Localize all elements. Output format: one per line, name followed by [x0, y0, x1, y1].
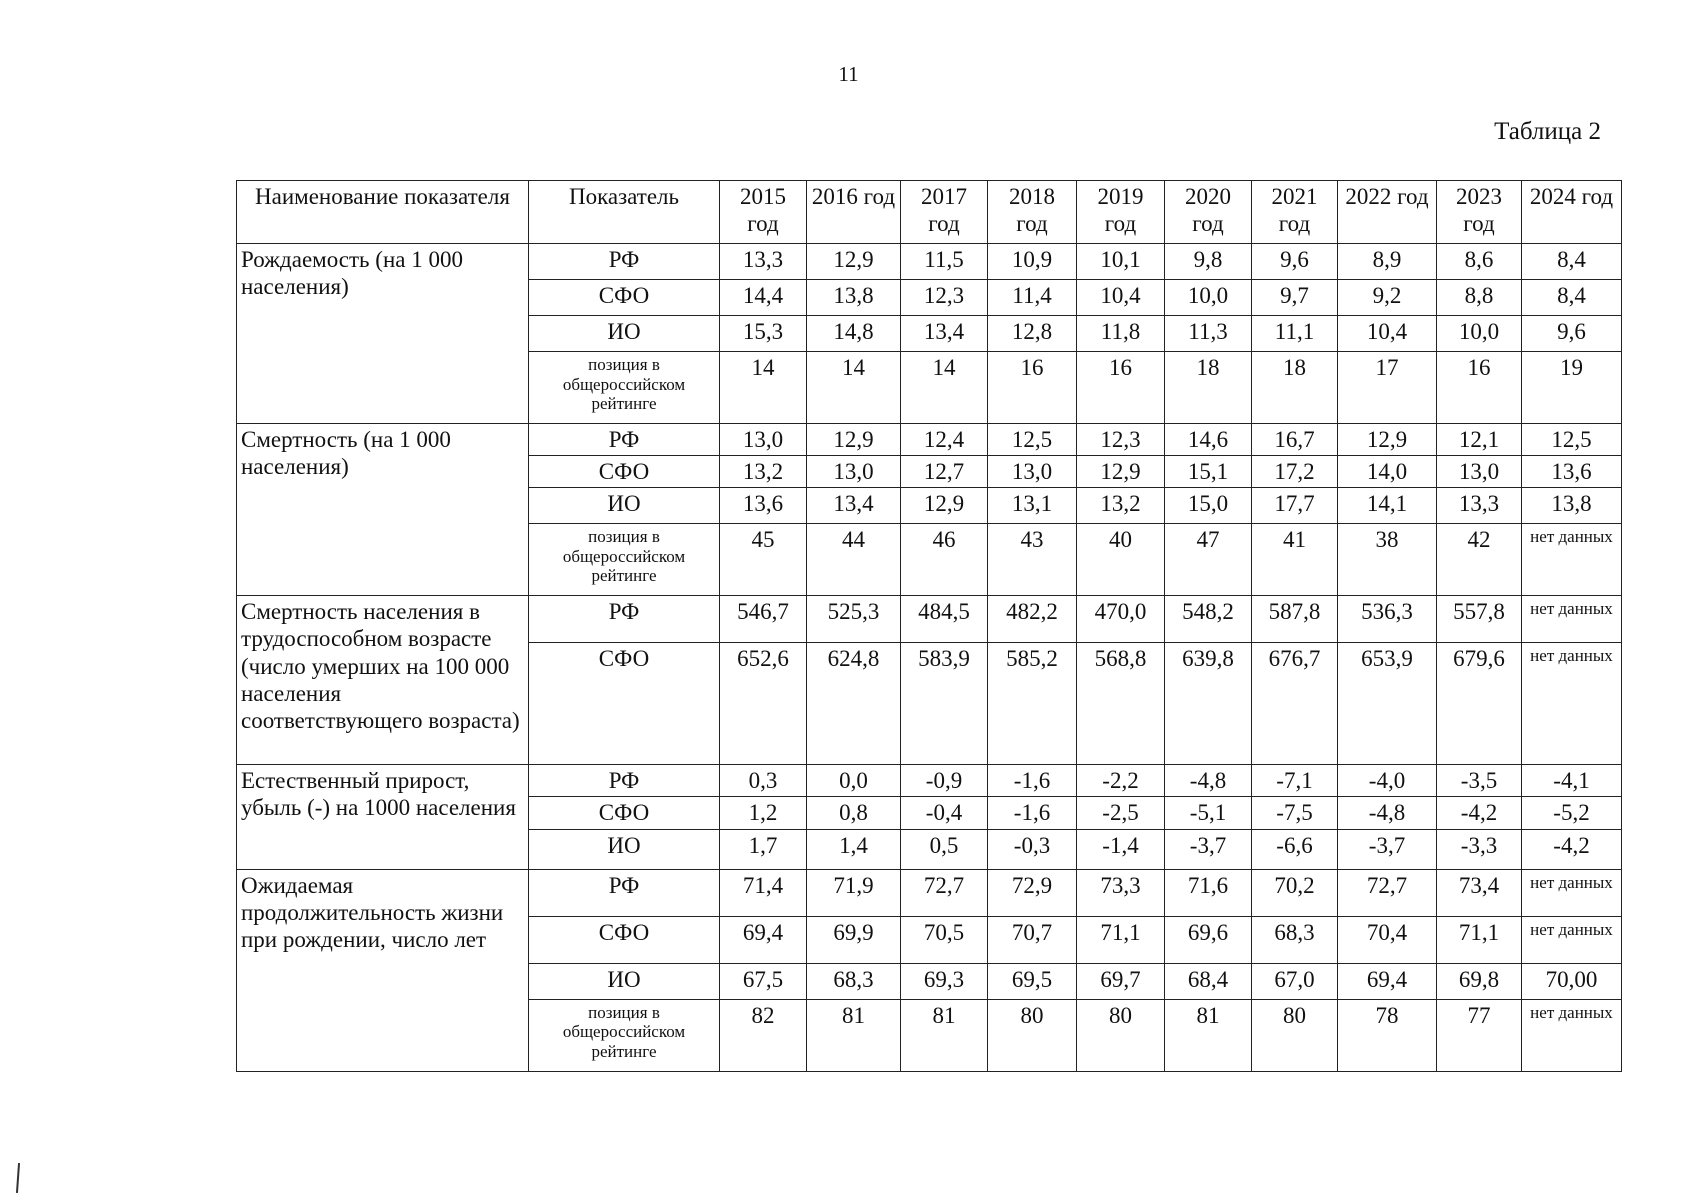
indicator-cell: ИО: [529, 829, 720, 869]
value-cell: -7,5: [1252, 797, 1338, 829]
value-cell: 40: [1077, 524, 1165, 596]
value-cell: 16: [988, 352, 1077, 424]
value-cell: 1,7: [720, 829, 807, 869]
value-cell: 47: [1165, 524, 1252, 596]
value-cell: 81: [901, 999, 988, 1071]
value-cell: 9,8: [1165, 244, 1252, 280]
value-cell: 70,00: [1522, 963, 1622, 999]
value-cell: 11,8: [1077, 316, 1165, 352]
value-cell: 1,2: [720, 797, 807, 829]
group-name-cell: Естественный прирост, убыль (-) на 1000 населения: [237, 765, 529, 869]
value-cell: 77: [1437, 999, 1522, 1071]
value-cell: 67,5: [720, 963, 807, 999]
value-cell: 1,4: [807, 829, 901, 869]
value-cell: 80: [1077, 999, 1165, 1071]
value-cell: 71,6: [1165, 869, 1252, 916]
value-cell: 12,8: [988, 316, 1077, 352]
value-cell: 70,4: [1338, 916, 1437, 963]
value-cell: -4,2: [1437, 797, 1522, 829]
value-cell: 45: [720, 524, 807, 596]
value-cell: 69,4: [1338, 963, 1437, 999]
table-row: [237, 424, 1622, 456]
value-cell: -2,5: [1077, 797, 1165, 829]
table-row: [237, 765, 1622, 797]
value-cell: 12,3: [901, 280, 988, 316]
value-cell: 15,3: [720, 316, 807, 352]
value-cell: 12,9: [807, 424, 901, 456]
value-cell: 69,6: [1165, 916, 1252, 963]
value-cell: -3,5: [1437, 765, 1522, 797]
value-cell: 14: [720, 352, 807, 424]
value-cell: 10,0: [1165, 280, 1252, 316]
group-name-cell: Рождаемость (на 1 000 населения): [237, 244, 529, 424]
value-cell: 548,2: [1165, 596, 1252, 643]
value-cell: 82: [720, 999, 807, 1071]
value-cell: 46: [901, 524, 988, 596]
value-cell: 587,8: [1252, 596, 1338, 643]
table-row: [237, 244, 1622, 280]
value-cell: 8,4: [1522, 280, 1622, 316]
value-cell: 8,8: [1437, 280, 1522, 316]
value-cell: 78: [1338, 999, 1437, 1071]
value-cell: 13,0: [1437, 456, 1522, 488]
indicator-cell: РФ: [529, 869, 720, 916]
indicator-cell: ИО: [529, 488, 720, 524]
value-cell: 69,3: [901, 963, 988, 999]
value-cell: 81: [807, 999, 901, 1071]
value-cell: 14: [807, 352, 901, 424]
value-cell: нет данных: [1522, 869, 1622, 916]
value-cell: 73,4: [1437, 869, 1522, 916]
value-cell: 15,1: [1165, 456, 1252, 488]
value-cell: 12,7: [901, 456, 988, 488]
indicator-cell: РФ: [529, 244, 720, 280]
value-cell: 13,1: [988, 488, 1077, 524]
value-cell: 13,2: [720, 456, 807, 488]
value-cell: 13,6: [720, 488, 807, 524]
value-cell: -0,9: [901, 765, 988, 797]
value-cell: 12,5: [988, 424, 1077, 456]
value-cell: 41: [1252, 524, 1338, 596]
value-cell: 70,7: [988, 916, 1077, 963]
value-cell: 11,5: [901, 244, 988, 280]
value-cell: 12,3: [1077, 424, 1165, 456]
value-cell: 639,8: [1165, 643, 1252, 765]
value-cell: -0,3: [988, 829, 1077, 869]
value-cell: 525,3: [807, 596, 901, 643]
value-cell: -3,3: [1437, 829, 1522, 869]
value-cell: 14,0: [1338, 456, 1437, 488]
value-cell: 652,6: [720, 643, 807, 765]
indicator-cell: РФ: [529, 596, 720, 643]
value-cell: 13,0: [988, 456, 1077, 488]
value-cell: 484,5: [901, 596, 988, 643]
header-year-cell: 2020 год: [1165, 181, 1252, 244]
demography-table: [236, 180, 1622, 1072]
value-cell: 71,4: [720, 869, 807, 916]
value-cell: 14,6: [1165, 424, 1252, 456]
value-cell: 42: [1437, 524, 1522, 596]
value-cell: -3,7: [1165, 829, 1252, 869]
value-cell: 68,3: [1252, 916, 1338, 963]
value-cell: 16,7: [1252, 424, 1338, 456]
value-cell: -1,6: [988, 797, 1077, 829]
value-cell: -1,4: [1077, 829, 1165, 869]
value-cell: 9,6: [1252, 244, 1338, 280]
indicator-cell: СФО: [529, 797, 720, 829]
value-cell: -4,2: [1522, 829, 1622, 869]
table-body: [237, 244, 1622, 1072]
value-cell: -5,2: [1522, 797, 1622, 829]
value-cell: 13,3: [1437, 488, 1522, 524]
value-cell: 13,4: [807, 488, 901, 524]
header-year-cell: 2023 год: [1437, 181, 1522, 244]
indicator-cell: позиция в общероссийском рейтинге: [529, 352, 720, 424]
value-cell: 10,0: [1437, 316, 1522, 352]
value-cell: 0,5: [901, 829, 988, 869]
value-cell: 80: [1252, 999, 1338, 1071]
value-cell: -3,7: [1338, 829, 1437, 869]
table-row: [237, 596, 1622, 643]
value-cell: нет данных: [1522, 524, 1622, 596]
group-name-cell: Смертность (на 1 000 населения): [237, 424, 529, 596]
value-cell: 12,9: [1077, 456, 1165, 488]
header-year-cell: 2019 год: [1077, 181, 1165, 244]
value-cell: 73,3: [1077, 869, 1165, 916]
value-cell: 43: [988, 524, 1077, 596]
value-cell: 69,4: [720, 916, 807, 963]
group-name-cell: Ожидаемая продолжительность жизни при рождении, число лет: [237, 869, 529, 1071]
value-cell: 17: [1338, 352, 1437, 424]
value-cell: 14,1: [1338, 488, 1437, 524]
indicator-cell: РФ: [529, 765, 720, 797]
indicator-cell: ИО: [529, 963, 720, 999]
header-name-cell: Наименование показателя: [237, 181, 529, 244]
value-cell: 17,7: [1252, 488, 1338, 524]
table-header-row: [237, 181, 1622, 244]
value-cell: 13,8: [807, 280, 901, 316]
header-year-cell: 2016 год: [807, 181, 901, 244]
page-number: 11: [838, 62, 859, 86]
value-cell: -7,1: [1252, 765, 1338, 797]
value-cell: -5,1: [1165, 797, 1252, 829]
value-cell: -4,0: [1338, 765, 1437, 797]
value-cell: нет данных: [1522, 916, 1622, 963]
value-cell: 653,9: [1338, 643, 1437, 765]
value-cell: 15,0: [1165, 488, 1252, 524]
header-year-cell: 2017 год: [901, 181, 988, 244]
value-cell: 13,8: [1522, 488, 1622, 524]
value-cell: 10,4: [1338, 316, 1437, 352]
value-cell: -4,8: [1338, 797, 1437, 829]
value-cell: 12,5: [1522, 424, 1622, 456]
value-cell: 13,6: [1522, 456, 1622, 488]
value-cell: -2,2: [1077, 765, 1165, 797]
value-cell: нет данных: [1522, 643, 1622, 765]
value-cell: 80: [988, 999, 1077, 1071]
value-cell: 10,4: [1077, 280, 1165, 316]
header-year-cell: 2024 год: [1522, 181, 1622, 244]
value-cell: 0,8: [807, 797, 901, 829]
value-cell: 72,9: [988, 869, 1077, 916]
value-cell: 71,1: [1437, 916, 1522, 963]
value-cell: -1,6: [988, 765, 1077, 797]
header-year-cell: 2021 год: [1252, 181, 1338, 244]
indicator-cell: позиция в общероссийском рейтинге: [529, 524, 720, 596]
value-cell: 470,0: [1077, 596, 1165, 643]
indicator-cell: СФО: [529, 456, 720, 488]
value-cell: 9,6: [1522, 316, 1622, 352]
table-caption: Таблица 2: [1494, 118, 1601, 145]
header-year-cell: 2022 год: [1338, 181, 1437, 244]
value-cell: -0,4: [901, 797, 988, 829]
margin-mark: [16, 1163, 20, 1193]
value-cell: 0,0: [807, 765, 901, 797]
value-cell: 67,0: [1252, 963, 1338, 999]
value-cell: 81: [1165, 999, 1252, 1071]
value-cell: 676,7: [1252, 643, 1338, 765]
header-indicator-cell: Показатель: [529, 181, 720, 244]
value-cell: 72,7: [901, 869, 988, 916]
value-cell: 14,4: [720, 280, 807, 316]
value-cell: нет данных: [1522, 999, 1622, 1071]
value-cell: 69,8: [1437, 963, 1522, 999]
value-cell: 8,6: [1437, 244, 1522, 280]
value-cell: 8,9: [1338, 244, 1437, 280]
value-cell: 11,1: [1252, 316, 1338, 352]
value-cell: 68,3: [807, 963, 901, 999]
value-cell: 13,0: [807, 456, 901, 488]
value-cell: 583,9: [901, 643, 988, 765]
value-cell: 585,2: [988, 643, 1077, 765]
header-year-cell: 2015 год: [720, 181, 807, 244]
value-cell: 10,1: [1077, 244, 1165, 280]
value-cell: 44: [807, 524, 901, 596]
value-cell: 18: [1252, 352, 1338, 424]
value-cell: 546,7: [720, 596, 807, 643]
value-cell: 8,4: [1522, 244, 1622, 280]
indicator-cell: СФО: [529, 643, 720, 765]
value-cell: 557,8: [1437, 596, 1522, 643]
value-cell: 482,2: [988, 596, 1077, 643]
value-cell: 536,3: [1338, 596, 1437, 643]
value-cell: 69,9: [807, 916, 901, 963]
value-cell: 10,9: [988, 244, 1077, 280]
value-cell: -4,8: [1165, 765, 1252, 797]
value-cell: 19: [1522, 352, 1622, 424]
table-row: [237, 869, 1622, 916]
value-cell: 0,3: [720, 765, 807, 797]
value-cell: -4,1: [1522, 765, 1622, 797]
value-cell: 17,2: [1252, 456, 1338, 488]
value-cell: 14,8: [807, 316, 901, 352]
value-cell: 13,0: [720, 424, 807, 456]
value-cell: 12,4: [901, 424, 988, 456]
value-cell: 16: [1077, 352, 1165, 424]
value-cell: 12,1: [1437, 424, 1522, 456]
value-cell: 68,4: [1165, 963, 1252, 999]
indicator-cell: СФО: [529, 280, 720, 316]
value-cell: -6,6: [1252, 829, 1338, 869]
value-cell: 9,7: [1252, 280, 1338, 316]
value-cell: 13,4: [901, 316, 988, 352]
value-cell: 9,2: [1338, 280, 1437, 316]
value-cell: нет данных: [1522, 596, 1622, 643]
value-cell: 13,3: [720, 244, 807, 280]
indicator-cell: РФ: [529, 424, 720, 456]
indicator-cell: позиция в общероссийском рейтинге: [529, 999, 720, 1071]
value-cell: 12,9: [1338, 424, 1437, 456]
value-cell: 18: [1165, 352, 1252, 424]
indicator-cell: ИО: [529, 316, 720, 352]
value-cell: 568,8: [1077, 643, 1165, 765]
header-year-cell: 2018 год: [988, 181, 1077, 244]
value-cell: 69,5: [988, 963, 1077, 999]
value-cell: 70,5: [901, 916, 988, 963]
value-cell: 679,6: [1437, 643, 1522, 765]
value-cell: 16: [1437, 352, 1522, 424]
value-cell: 72,7: [1338, 869, 1437, 916]
group-name-cell: Смертность населения в трудоспособном возрасте (число умерших на 100 000 населения соответствующего возраста): [237, 596, 529, 765]
value-cell: 13,2: [1077, 488, 1165, 524]
value-cell: 71,1: [1077, 916, 1165, 963]
value-cell: 70,2: [1252, 869, 1338, 916]
value-cell: 11,4: [988, 280, 1077, 316]
value-cell: 12,9: [807, 244, 901, 280]
value-cell: 11,3: [1165, 316, 1252, 352]
value-cell: 624,8: [807, 643, 901, 765]
value-cell: 38: [1338, 524, 1437, 596]
value-cell: 69,7: [1077, 963, 1165, 999]
value-cell: 14: [901, 352, 988, 424]
value-cell: 71,9: [807, 869, 901, 916]
indicator-cell: СФО: [529, 916, 720, 963]
value-cell: 12,9: [901, 488, 988, 524]
